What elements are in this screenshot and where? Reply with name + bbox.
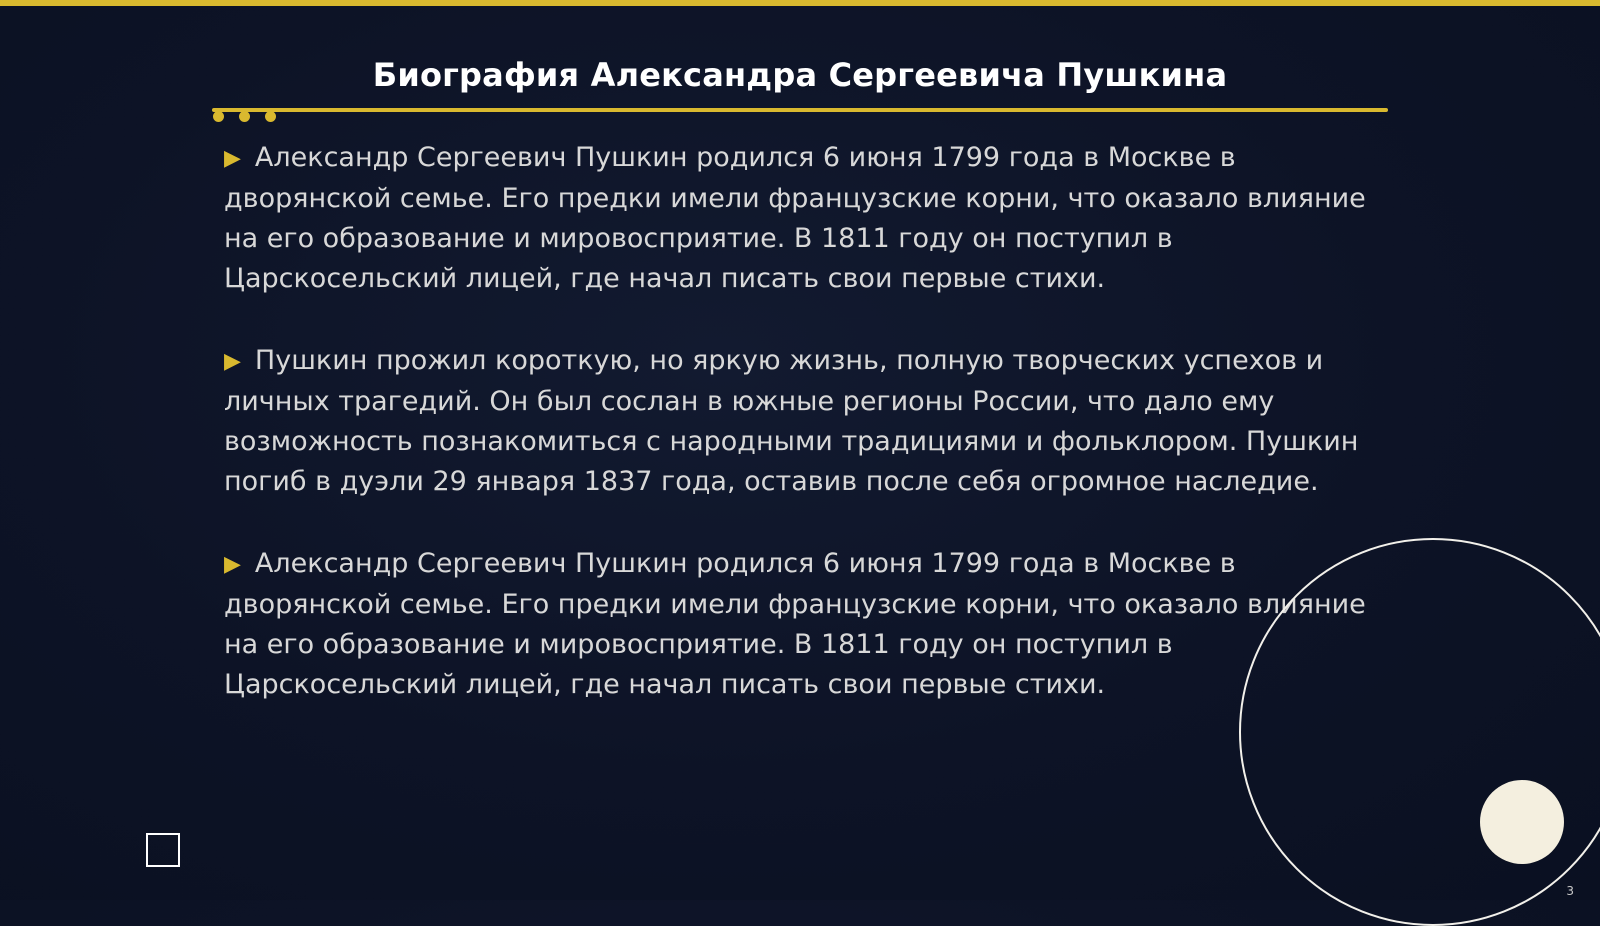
slide-title: Биография Александра Сергеевича Пушкина	[372, 56, 1228, 94]
triangle-bullet-icon: ▶	[224, 349, 241, 374]
slide-body	[224, 138, 1374, 747]
decorative-dot	[239, 111, 250, 122]
decorative-circle-outline	[1239, 538, 1600, 926]
paragraph-text: Пушкин прожил короткую, но яркую жизнь, полную творческих успехов и личных трагедий. Он был сослан в южные регионы России, что дало ему возможность познакомиться с народными традициями и фольклором. Пушкин погиб в дуэли 29 января 1837 года, оставив после себя огромное наследие.	[224, 345, 1359, 497]
triangle-bullet-icon: ▶	[224, 552, 241, 577]
decorative-dot	[213, 111, 224, 122]
bullet-paragraph	[224, 544, 1374, 705]
decorative-dot	[265, 111, 276, 122]
paragraph-text: Александр Сергеевич Пушкин родился 6 июня 1799 года в Москве в дворянской семье. Его предки имели французские корни, что оказало влияние на его образование и мировосприятие. В 1811 году он поступил в Царскосельский лицей, где начал писать свои первые стихи.	[224, 142, 1366, 294]
bullet-paragraph	[224, 341, 1374, 502]
page-number: 3	[1566, 884, 1574, 898]
decorative-circle-filled	[1480, 780, 1564, 864]
triangle-bullet-icon: ▶	[224, 146, 241, 171]
paragraph-text: Александр Сергеевич Пушкин родился 6 июня 1799 года в Москве в дворянской семье. Его предки имели французские корни, что оказало влияние на его образование и мировосприятие. В 1811 году он поступил в Царскосельский лицей, где начал писать свои первые стихи.	[224, 548, 1366, 700]
top-accent-bar	[0, 0, 1600, 6]
title-underline	[212, 108, 1388, 112]
bullet-paragraph	[224, 138, 1374, 299]
decorative-square	[146, 833, 180, 867]
